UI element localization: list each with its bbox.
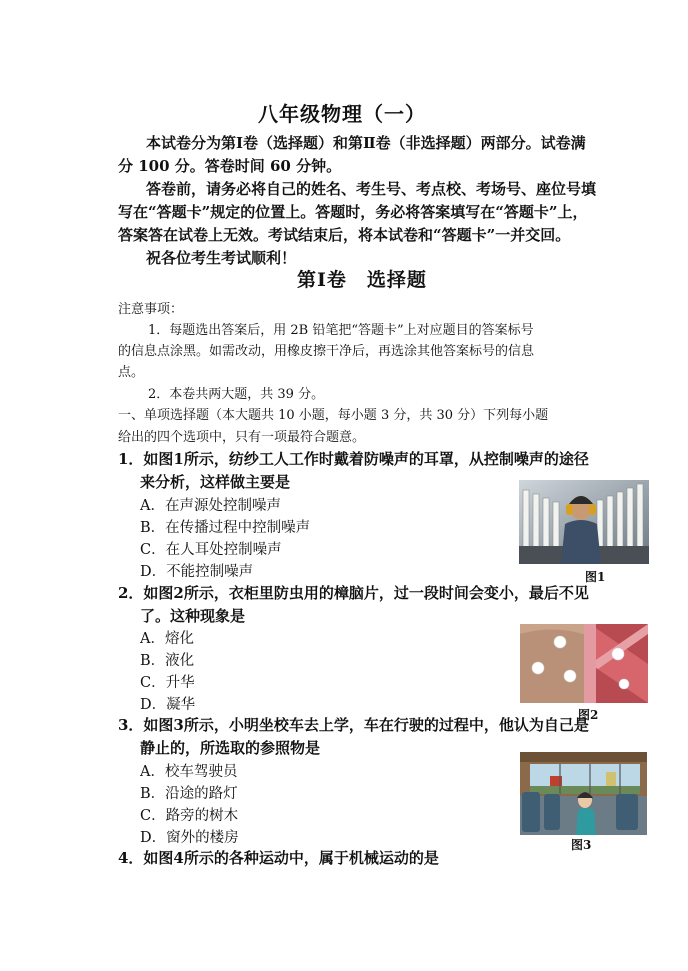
intro-line: 祝各位考生考试顺利！ xyxy=(146,249,297,267)
part-one-heading: 一、单项选择题（本大题共 10 小题，每小题 3 分，共 30 分）下列每小题 xyxy=(118,408,549,423)
question-2-stem: 了。这种现象是 xyxy=(140,607,246,625)
question-3-option-a: A．校车驾驶员 xyxy=(140,764,238,780)
note-line: 的信息点涂黑。如需改动，用橡皮擦干净后，再选涂其他答案标号的信息 xyxy=(118,344,535,359)
question-2-option-d: D．凝华 xyxy=(140,697,196,713)
intro-line: 答案答在试卷上无效。考试结束后，将本试卷和“答题卡”一并交回。 xyxy=(118,226,571,244)
school-bus-interior-illustration xyxy=(520,752,647,835)
figure-1-photo xyxy=(519,480,649,564)
question-1-stem: 来分析，这样做主要是 xyxy=(140,473,291,491)
page-title: 八年级物理（一） xyxy=(258,102,426,126)
question-3-option-b: B．沿途的路灯 xyxy=(140,786,238,802)
question-3-stem: 静止的，所选取的参照物是 xyxy=(140,739,321,757)
question-1-stem: 1．如图1所示，纺纱工人工作时戴着防噪声的耳罩，从控制噪声的途径 xyxy=(118,450,589,468)
question-1-option-d: D．不能控制噪声 xyxy=(140,564,254,580)
note-line: 1．每题选出答案后，用 2B 铅笔把“答题卡”上对应题目的答案标号 xyxy=(148,323,534,338)
note-line: 点。 xyxy=(118,365,145,380)
figure-2-caption: 图2 xyxy=(578,708,599,722)
question-1-option-a: A．在声源处控制噪声 xyxy=(140,498,281,514)
question-2-option-a: A．熔化 xyxy=(140,631,194,647)
question-2-option-b: B．液化 xyxy=(140,653,195,669)
figure-3-caption: 图3 xyxy=(571,838,592,852)
textile-worker-earmuffs-photo xyxy=(519,480,649,564)
question-3-stem: 3．如图3所示，小明坐校车去上学，车在行驶的过程中，他认为自己是 xyxy=(118,716,589,734)
intro-line: 分 100 分。答卷时间 60 分钟。 xyxy=(118,157,342,175)
figure-2-photo xyxy=(520,624,648,703)
figure-3-illustration xyxy=(520,752,647,835)
part-one-heading: 给出的四个选项中，只有一项最符合题意。 xyxy=(118,430,366,445)
question-4-stem: 4．如图4所示的各种运动中，属于机械运动的是 xyxy=(118,849,439,867)
section-title: 第Ⅰ卷 选择题 xyxy=(297,269,427,291)
question-3-option-d: D．窗外的楼房 xyxy=(140,830,239,846)
intro-line: 答卷前，请务必将自己的姓名、考生号、考点校、考场号、座位号填 xyxy=(146,180,597,198)
question-1-option-c: C．在人耳处控制噪声 xyxy=(140,542,282,558)
question-3-option-c: C．路旁的树木 xyxy=(140,808,239,824)
notes-title: 注意事项： xyxy=(118,302,184,317)
intro-line: 本试卷分为第Ⅰ卷（选择题）和第Ⅱ卷（非选择题）两部分。试卷满 xyxy=(146,134,586,152)
question-2-option-c: C．升华 xyxy=(140,675,195,691)
note-line: 2．本卷共两大题，共 39 分。 xyxy=(148,387,325,402)
intro-line: 写在“答题卡”规定的位置上。答题时，务必将答案填写在“答题卡”上， xyxy=(118,203,588,221)
mothballs-in-wardrobe-photo xyxy=(520,624,648,703)
question-1-option-b: B．在传播过程中控制噪声 xyxy=(140,520,311,536)
question-2-stem: 2．如图2所示，衣柜里防虫用的樟脑片，过一段时间会变小，最后不见 xyxy=(118,584,589,602)
figure-1-caption: 图1 xyxy=(585,570,606,584)
